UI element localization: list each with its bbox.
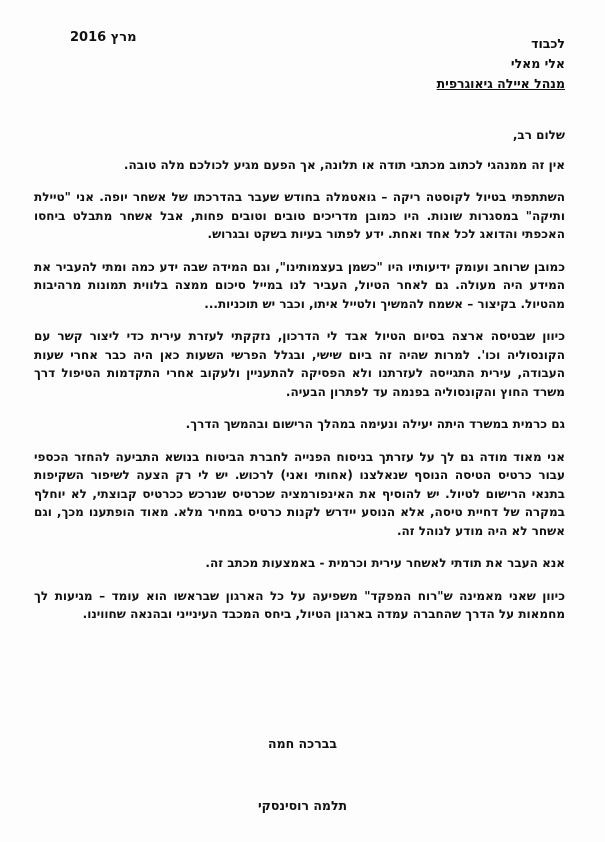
letter-body	[34, 126, 565, 624]
recipient-name: אלי מאלי	[510, 56, 565, 71]
paragraph-3: כמובן שרוחב ועומק ידיעותיו היו "כשמן בעצמותינו", וגם המידה שבה ידע כמה ומתי להעביר את המידע היה מעולה. גם לאחר הטיול, העביר לנו במייל סיכום ממצה בלווית תמונות מרהיבות מהטיול. בקיצור – אשמח להמשיך ולטייל איתו, וכבר יש תוכניות...	[34, 259, 565, 311]
paragraph-1: אין זה ממנהגי לכתוב מכתבי תודה או תלונה, אך הפעם מגיע לכולכם מלה טובה.	[123, 157, 565, 172]
closing-line: בברכה חמה	[267, 736, 337, 751]
paragraph-7: אנא העבר את תודתי לאשחר עירית וכרמית - באמצעות מכתב זה.	[205, 556, 565, 570]
paragraph-2: השתתפתי בטיול לקוסטה ריקה – גואטמלה בחודש שעבר בהדרכתו של אשחר יופה. אני "טיילת ותיקה" במסגרות שונות. היו כמובן מדריכים טובים וטובים פחות, אבל אשחר מתבלט ביחסו האכפתי והדואג לכל אחד ואחת. ידע לפתור בעיות בשקט ובגרוש.	[34, 190, 565, 241]
paragraph-4: כיוון שבטיסה ארצה בסיום הטיול אבד לי הדרכון, נזקקתי לעזרת עירית כדי ליצור קשר עם הקונסוליה וכו'. למרות שהיה זה ביום שישי, ובגלל הפרשי השעות כאן היה כבר אחרי שעות העבודה, עירית התגייסה לעזרתנו ולא הפסיקה להתעניין ולעקוב אחרי התקדמות הטיפול דרך משרד החוץ והקונסוליה בפנמה עד לפתרון הבעיה.	[34, 329, 565, 399]
greeting: שלום רב,	[512, 128, 565, 142]
recipient-title: מנהל איילה גיאוגרפית	[436, 76, 565, 91]
paragraph-5: גם כרמית במשרד היתה יעילה ונעימה במהלך הרישום ובהמשך הדרך.	[185, 417, 565, 431]
paragraph-8: כיוון שאני מאמינה ש"רוח המפקד" משפיעה על כל הארגון שבראשו הוא עומד – מגיעות לך מחמאות על הדרך שהחברה עמדה בארגון הטיול, ביחס המכבד העינייני ובהנאה שחווינו.	[34, 588, 565, 621]
recipient-to: לכבוד	[531, 36, 565, 51]
letter-date: מרץ 2016	[70, 30, 137, 45]
signature-name: תלמה רוסינסקי	[257, 798, 348, 813]
recipient-block	[437, 34, 565, 94]
paragraph-6: אני מאוד מודה גם לך על עזרתך בניסוח הפנייה לחברת הביטוח בנושא התביעה להחזר הכספי עבור כרטיס הטיסה הנוסף שנאלצנו (אחותי ואני) לרכוש. יש לי רק הצעה לשיפור השקיפות בתנאי הרישום לטיול. יש להוסיף את האינפורמציה שכרטיס שנרכש ככרטיס קבוצתי, לא יוחלף במקרה של דחיית טיסה, אלא הנוסע יידרש לקנות כרטיס במחיר מלא. מאוד הופתענו מכך, וגם אשחר לא היה מודע לנוהל זה.	[34, 449, 565, 538]
